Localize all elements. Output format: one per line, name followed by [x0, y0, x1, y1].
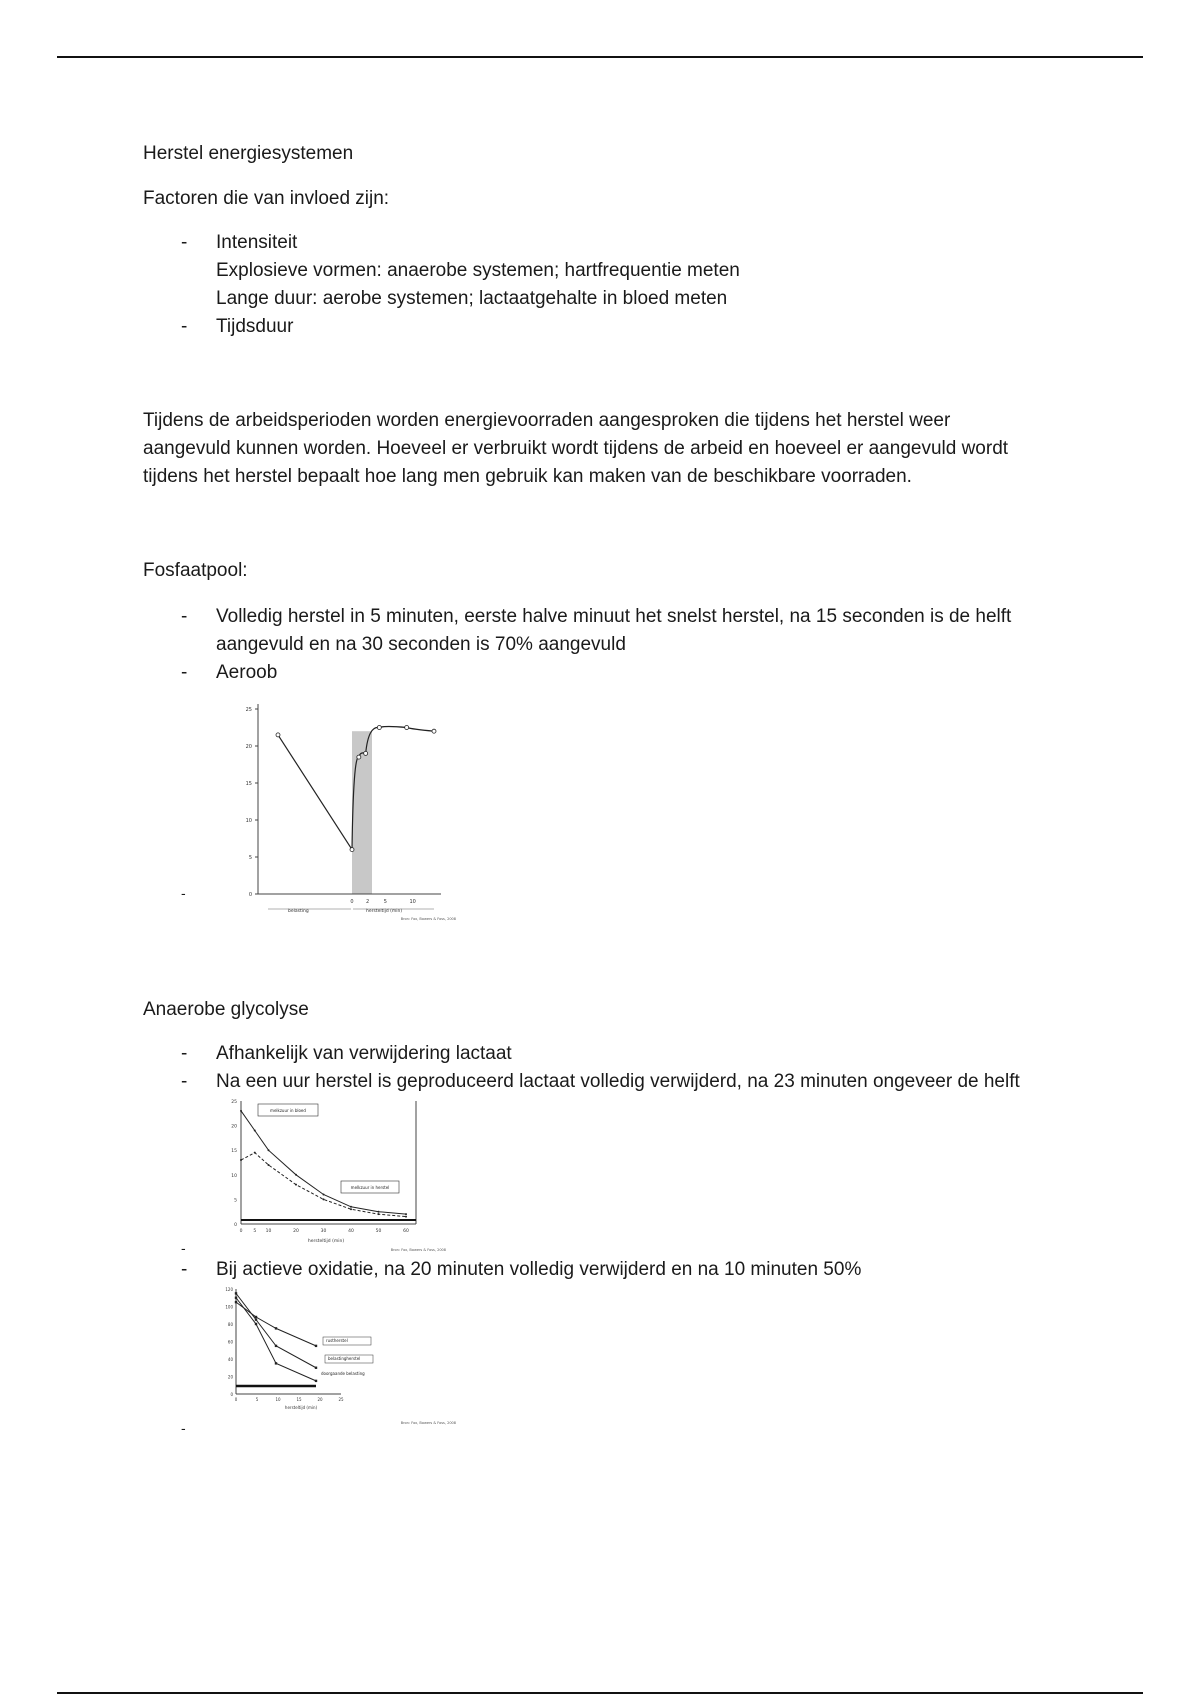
x-tick-label: 5: [253, 1229, 257, 1234]
data-point: [275, 1327, 277, 1329]
section-title-glycolyse: Anaerobe glycolyse: [143, 999, 309, 1020]
y-tick-label: 0: [248, 892, 252, 898]
data-point: [295, 1184, 297, 1186]
y-tick-label: 10: [231, 1173, 237, 1179]
data-point: [254, 1130, 256, 1132]
data-point: [364, 751, 368, 755]
data-point: [378, 1211, 380, 1213]
list-item: [143, 687, 1063, 922]
data-point: [268, 1164, 270, 1166]
x-tick-label: 0: [234, 1397, 238, 1402]
x-tick-label: 10: [275, 1397, 281, 1402]
x-tick-label: 20: [293, 1229, 299, 1234]
factors-intro: Factoren die van invloed zijn:: [143, 188, 390, 209]
list-item: [143, 659, 1063, 687]
figure-source: Bron: Fox, Bowers & Foss, 2008: [390, 1248, 446, 1252]
x-tick-label: 60: [403, 1229, 409, 1234]
y-tick-label: 25: [245, 707, 252, 713]
x-tick-label: 40: [348, 1229, 354, 1234]
data-point: [323, 1193, 325, 1195]
y-tick-label: 15: [231, 1149, 237, 1155]
data-point: [357, 755, 361, 759]
figure-source: Bron: Fox, Bowers & Foss, 2008: [400, 917, 456, 921]
x-tick-label: 5: [255, 1397, 259, 1402]
data-point: [432, 729, 436, 733]
document-body: [143, 140, 1063, 1436]
data-point: [315, 1380, 317, 1382]
data-point: [255, 1323, 257, 1325]
glycolyse-bullet-1: - Afhankelijk van verwijdering lactaat: [216, 1043, 512, 1064]
data-point: [378, 1213, 380, 1215]
x-tick-label: 10: [265, 1229, 272, 1234]
list-item: [143, 313, 1063, 341]
factor-explosive: Explosieve vormen: anaerobe systemen; hartfrequentie meten: [216, 260, 740, 281]
legend-label-blood: melkzuur in bloed: [270, 1108, 306, 1113]
x-tick-label: 5: [383, 899, 387, 905]
data-point: [276, 733, 280, 737]
active-oxidation-chart: [216, 1284, 466, 1436]
data-point: [350, 1208, 352, 1210]
list-item: [143, 603, 1063, 659]
fosfaat-bullet-2: - Aeroob: [216, 662, 278, 683]
data-point: [235, 1292, 237, 1294]
y-tick-label: 20: [231, 1124, 237, 1130]
list-item: [143, 1040, 1063, 1068]
figure-source: Bron: Fox, Bowers & Foss, 2008: [400, 1421, 456, 1425]
x-tick-label: 2: [365, 899, 370, 905]
data-point: [315, 1367, 317, 1369]
top-rule: [57, 56, 1143, 58]
x-tick-label: 15: [296, 1397, 302, 1402]
y-tick-label: 5: [234, 1198, 237, 1204]
series-line-2: [236, 1298, 316, 1381]
y-tick-label: 5: [248, 855, 252, 861]
x-tick-label: 30: [320, 1229, 327, 1234]
y-tick-label: 40: [227, 1357, 233, 1362]
x-tick-label: 0: [350, 899, 354, 905]
y-tick-label: 15: [245, 781, 252, 787]
y-tick-label: 20: [245, 744, 252, 750]
x-tick-label: 0: [239, 1229, 243, 1234]
list-item: [143, 1096, 1063, 1256]
x-axis-label: hersteltijd (min): [307, 1239, 345, 1244]
glycolyse-list: [143, 1040, 1063, 1436]
y-tick-label: 120: [225, 1287, 233, 1292]
y-tick-label: 0: [230, 1392, 233, 1397]
factor-intensity: - Intensiteit: [216, 232, 298, 253]
y-tick-label: 20: [227, 1374, 233, 1380]
bottom-rule: [57, 1692, 1143, 1694]
data-point: [295, 1174, 297, 1176]
data-point: [275, 1345, 277, 1347]
x-label-belasting: belasting: [288, 909, 309, 914]
glycolyse-bullet-3: - Bij actieve oxidatie, na 20 minuten volledig verwijderd en na 10 minuten 50%: [216, 1259, 862, 1280]
list-item: [143, 1068, 1063, 1096]
data-point: [235, 1301, 237, 1303]
y-tick-label: 100: [225, 1304, 233, 1310]
x-label-hersteltijd: hersteltijd (min): [366, 909, 403, 914]
data-point: [350, 1206, 352, 1208]
page-heading: Herstel energiesystemen: [143, 143, 354, 164]
data-point: [315, 1345, 317, 1347]
data-point: [323, 1198, 325, 1200]
data-point: [275, 1362, 277, 1364]
x-tick-label: 25: [338, 1397, 344, 1402]
y-tick-label: 60: [227, 1339, 233, 1345]
y-tick-label: 80: [227, 1322, 233, 1327]
legend-label: rustherstel: [326, 1338, 348, 1343]
bullet-dash: -: [181, 1420, 186, 1436]
data-point: [377, 726, 381, 730]
data-point: [268, 1149, 270, 1151]
list-item: [143, 229, 1063, 313]
list-item: [143, 1284, 1063, 1436]
x-tick-label: 10: [409, 899, 416, 905]
section-title-fosfaat: Fosfaatpool:: [143, 560, 248, 581]
fosfaat-bullet-1: - Volledig herstel in 5 minuten, eerste halve minuut het snelst herstel, na 15 seconden is de helft aangevuld en na 30 seconden is 70% aangevuld: [216, 606, 1012, 655]
data-point: [405, 726, 409, 730]
factors-list: [143, 229, 1063, 341]
bullet-dash: -: [181, 885, 186, 901]
phosphate-recovery-chart: [216, 687, 466, 922]
y-tick-label: 10: [245, 818, 252, 824]
fosfaat-list: [143, 603, 1063, 922]
x-tick-label: 50: [375, 1229, 382, 1234]
factor-long: Lange duur: aerobe systemen; lactaatgehalte in bloed meten: [216, 288, 728, 309]
series-line-decline: [278, 735, 352, 850]
data-point: [254, 1152, 256, 1154]
lactate-removal-chart: [216, 1096, 456, 1256]
data-point: [405, 1216, 407, 1218]
legend-label: doorgaande belasting: [321, 1371, 365, 1376]
data-point: [350, 848, 354, 852]
bullet-dash: -: [181, 1240, 186, 1256]
glycolyse-bullet-2: - Na een uur herstel is geproduceerd lactaat volledig verwijderd, na 23 minuten ongeveer de helft: [216, 1071, 1020, 1092]
legend-label-herstel: melkzuur in herstel: [350, 1185, 390, 1190]
legend-label: belastingherstel: [328, 1356, 361, 1361]
recovery-shade: [352, 731, 372, 894]
list-item: [143, 1256, 1063, 1284]
x-tick-label: 20: [317, 1397, 323, 1402]
data-point: [405, 1213, 407, 1215]
y-tick-label: 0: [234, 1223, 237, 1228]
body-paragraph: Tijdens de arbeidsperioden worden energievoorraden aangesproken die tijdens het herstel weer aangevuld kunnen worden. Hoeveel er verbruikt wordt tijdens de arbeid en hoeveel er aangevuld wordt tijdens het herstel bepaalt hoe lang men gebruik kan maken van de beschikbare voorraden.: [143, 410, 1009, 487]
series-line-1: [236, 1293, 316, 1367]
y-tick-label: 25: [231, 1100, 237, 1105]
data-point: [240, 1110, 242, 1112]
data-point: [235, 1297, 237, 1299]
x-axis-label: hersteltijd (min): [284, 1405, 318, 1410]
data-point: [240, 1159, 242, 1161]
factor-duration: - Tijdsduur: [216, 316, 294, 337]
data-point: [255, 1318, 257, 1320]
